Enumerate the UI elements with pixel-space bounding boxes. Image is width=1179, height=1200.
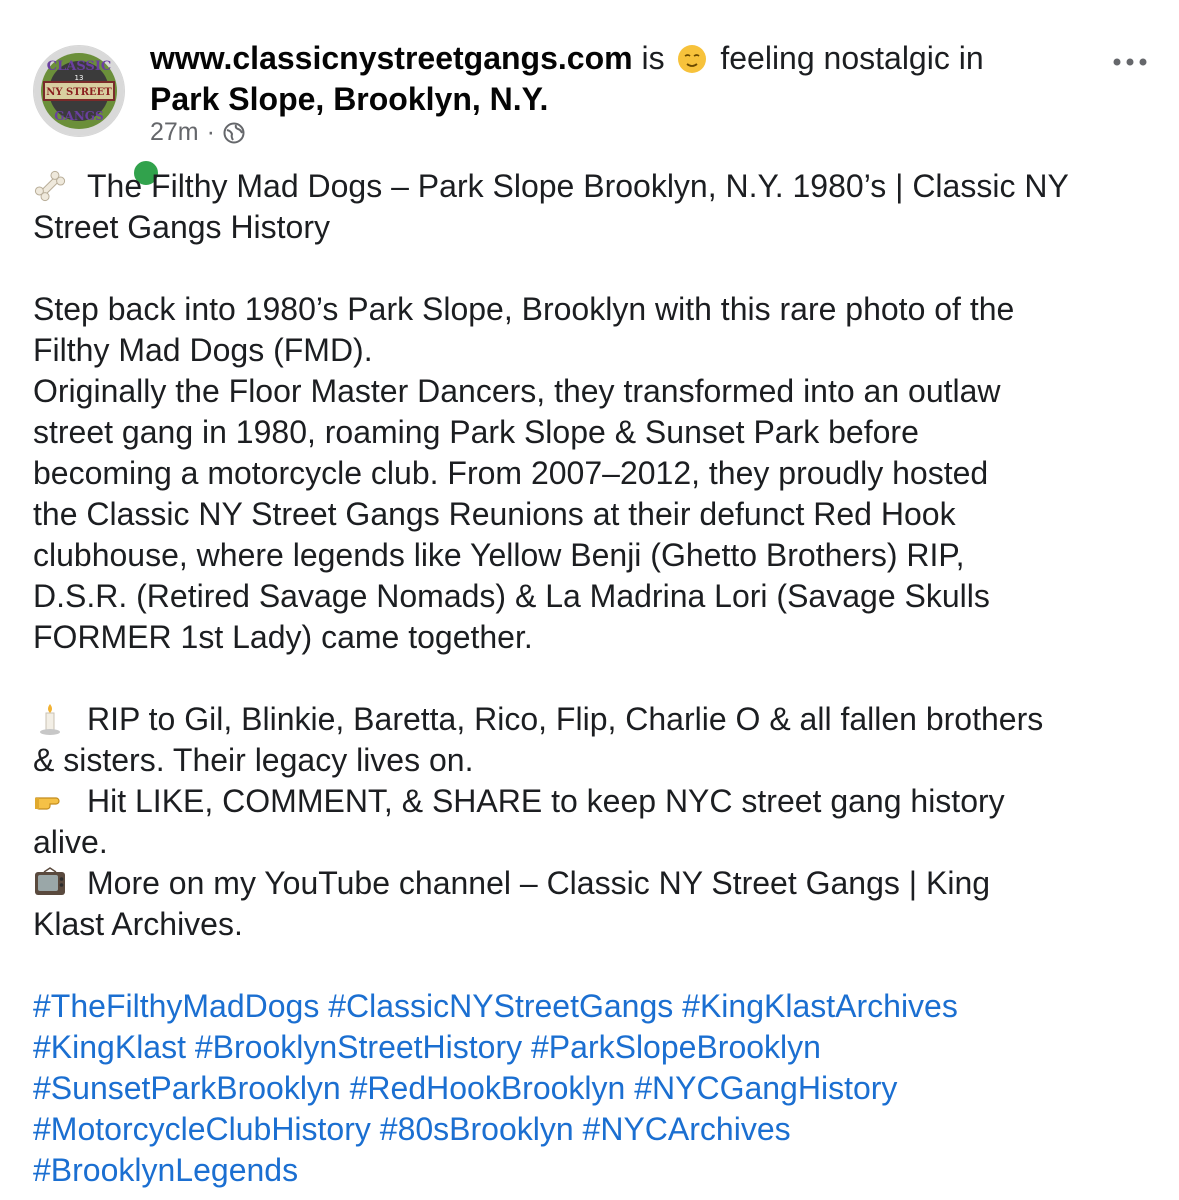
meta-separator: · — [206, 118, 215, 146]
paragraph-line: street gang in 1980, roaming Park Slope & Sunset Park before — [33, 414, 919, 450]
cta-line — [33, 781, 1153, 822]
bone-icon — [33, 169, 67, 203]
paragraph-line: Step back into 1980’s Park Slope, Brooklyn with this rare photo of the — [33, 291, 1015, 327]
post-body — [33, 166, 1153, 1191]
title-line — [33, 207, 1153, 248]
cta-text-1: Hit LIKE, COMMENT, & SHARE to keep NYC street gang history — [87, 783, 1005, 819]
television-icon — [33, 866, 67, 900]
avatar[interactable] — [33, 45, 129, 141]
hashtag-line[interactable]: #SunsetParkBrooklyn #RedHookBrooklyn #NYCGangHistory — [33, 1070, 898, 1106]
is-text: is — [641, 40, 665, 76]
cta-line — [33, 822, 1153, 863]
youtube-line — [33, 863, 1153, 904]
avatar-middle-text: NY STREET — [46, 87, 112, 98]
paragraph-line: clubhouse, where legends like Yellow Benji (Ghetto Brothers) RIP, — [33, 537, 965, 573]
feeling-text: feeling nostalgic in — [720, 40, 984, 76]
rip-text-2: & sisters. Their legacy lives on. — [33, 742, 474, 778]
rip-text-1: RIP to Gil, Blinkie, Baretta, Rico, Flip, Charlie O & all fallen brothers — [87, 701, 1044, 737]
paragraph-line: Filthy Mad Dogs (FMD). — [33, 332, 373, 368]
avatar-ring-number: 13 — [74, 74, 84, 82]
title-text-2: Street Gangs History — [33, 209, 330, 245]
hashtag-line[interactable]: #TheFilthyMadDogs #ClassicNYStreetGangs #KingKlastArchives — [33, 988, 958, 1024]
location-link[interactable]: Park Slope, Brooklyn, N.Y. — [150, 81, 549, 117]
timestamp[interactable]: 27m — [150, 118, 199, 146]
youtube-text-2: Klast Archives. — [33, 906, 243, 942]
rip-line — [33, 699, 1153, 740]
candle-icon — [33, 702, 67, 736]
cta-text-2: alive. — [33, 824, 108, 860]
post-header — [0, 0, 1179, 160]
author-link[interactable]: www.classicnystreetgangs.com — [150, 40, 633, 76]
paragraph-line: D.S.R. (Retired Savage Nomads) & La Madrina Lori (Savage Skulls — [33, 578, 990, 614]
title-line — [33, 166, 1153, 207]
post-title — [150, 38, 1080, 120]
youtube-line — [33, 904, 1153, 945]
paragraph-line: FORMER 1st Lady) came together. — [33, 619, 533, 655]
paragraph-line: the Classic NY Street Gangs Reunions at their defunct Red Hook — [33, 496, 956, 532]
globe-icon — [223, 122, 245, 144]
relieved-face-icon — [677, 44, 707, 74]
hashtag-line[interactable]: #MotorcycleClubHistory #80sBrooklyn #NYCArchives — [33, 1111, 791, 1147]
avatar-top-text: CLASSIC — [46, 59, 112, 74]
hashtag-line[interactable]: #KingKlast #BrooklynStreetHistory #ParkSlopeBrooklyn — [33, 1029, 821, 1065]
avatar-image — [33, 45, 125, 137]
more-options-icon[interactable] — [1112, 52, 1148, 72]
youtube-text-1: More on my YouTube channel – Classic NY Street Gangs | King — [87, 865, 991, 901]
hashtag-line[interactable]: #BrooklynLegends — [33, 1152, 299, 1188]
title-text-1: The Filthy Mad Dogs – Park Slope Brooklyn, N.Y. 1980’s | Classic NY — [87, 168, 1069, 204]
pointing-hand-icon — [33, 784, 67, 818]
rip-line — [33, 740, 1153, 781]
paragraph-line: Originally the Floor Master Dancers, they transformed into an outlaw — [33, 373, 1001, 409]
avatar-bottom-text: GANGS — [54, 109, 104, 123]
paragraph-line: becoming a motorcycle club. From 2007–2012, they proudly hosted — [33, 455, 989, 491]
post-meta — [150, 118, 245, 147]
